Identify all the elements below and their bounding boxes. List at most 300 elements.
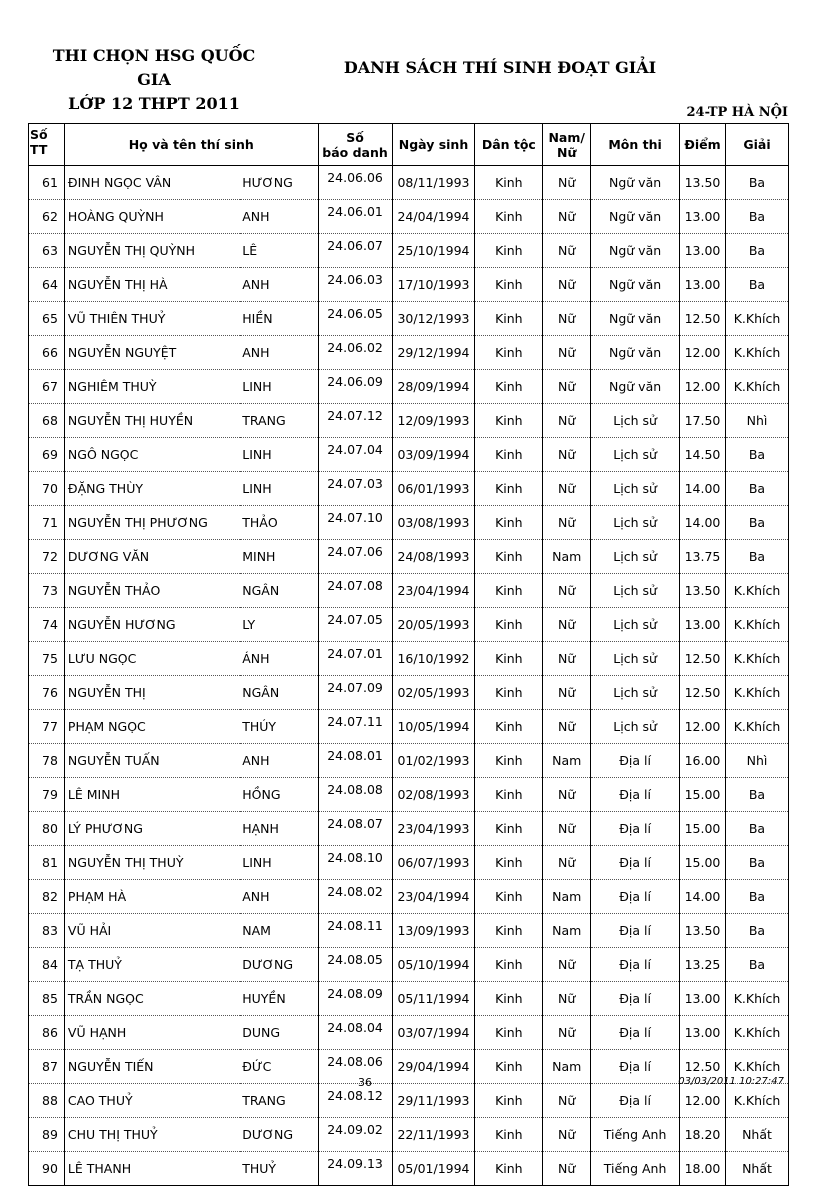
cell-surname: NGUYỄN HƯƠNG [64,608,240,642]
cell-stt: 71 [29,506,65,540]
table-row [29,608,789,642]
cell-sbd: 24.07.09 [318,676,392,710]
cell-sex: Nữ [543,608,591,642]
cell-score: 14.00 [680,472,726,506]
cell-sbd: 24.07.11 [318,710,392,744]
cell-given-name: ANH [240,880,318,914]
cell-ethnic: Kinh [475,370,543,404]
cell-surname: CHU THỊ THUỶ [64,1118,240,1152]
cell-ethnic: Kinh [475,1152,543,1186]
cell-sbd: 24.08.05 [318,948,392,982]
cell-dob: 28/09/1994 [392,370,475,404]
cell-stt: 70 [29,472,65,506]
cell-given-name: THẢO [240,506,318,540]
cell-given-name: DƯƠNG [240,1118,318,1152]
table-row [29,506,789,540]
cell-subject: Địa lí [591,880,680,914]
cell-subject: Địa lí [591,778,680,812]
cell-subject: Địa lí [591,744,680,778]
cell-award: K.Khích [725,302,788,336]
cell-ethnic: Kinh [475,880,543,914]
cell-subject: Ngữ văn [591,336,680,370]
cell-sex: Nữ [543,1118,591,1152]
cell-sbd: 24.06.03 [318,268,392,302]
cell-surname: LÝ PHƯƠNG [64,812,240,846]
cell-sex: Nam [543,1050,591,1084]
cell-award: Ba [725,200,788,234]
cell-subject: Lịch sử [591,710,680,744]
cell-sbd: 24.08.02 [318,880,392,914]
cell-sbd: 24.08.09 [318,982,392,1016]
cell-sex: Nữ [543,302,591,336]
cell-dob: 23/04/1994 [392,574,475,608]
cell-given-name: TRANG [240,404,318,438]
cell-stt: 88 [29,1084,65,1118]
cell-award: Ba [725,506,788,540]
cell-score: 12.00 [680,710,726,744]
cell-ethnic: Kinh [475,812,543,846]
cell-score: 15.00 [680,778,726,812]
cell-sex: Nữ [543,1084,591,1118]
cell-sbd: 24.06.02 [318,336,392,370]
cell-award: K.Khích [725,982,788,1016]
cell-surname: NGUYỄN THỊ THUỲ [64,846,240,880]
cell-subject: Ngữ văn [591,370,680,404]
cell-subject: Lịch sử [591,404,680,438]
table-row [29,812,789,846]
cell-ethnic: Kinh [475,608,543,642]
cell-award: Ba [725,472,788,506]
cell-dob: 25/10/1994 [392,234,475,268]
table-row [29,234,789,268]
cell-surname: VŨ HẢI [64,914,240,948]
cell-ethnic: Kinh [475,200,543,234]
col-header-score: Điểm [680,124,726,166]
cell-sbd: 24.08.07 [318,812,392,846]
cell-surname: NGUYỄN THỊ HUYỀN [64,404,240,438]
cell-subject: Ngữ văn [591,166,680,200]
cell-sbd: 24.09.02 [318,1118,392,1152]
cell-ethnic: Kinh [475,574,543,608]
cell-dob: 05/01/1994 [392,1152,475,1186]
cell-score: 18.20 [680,1118,726,1152]
cell-award: Ba [725,438,788,472]
cell-subject: Địa lí [591,1084,680,1118]
cell-dob: 06/01/1993 [392,472,475,506]
cell-surname: NGUYỄN THỊ QUỲNH [64,234,240,268]
cell-sex: Nam [543,744,591,778]
cell-surname: TẠ THUỶ [64,948,240,982]
cell-surname: DƯƠNG VĂN [64,540,240,574]
cell-score: 15.00 [680,812,726,846]
cell-sex: Nữ [543,1152,591,1186]
cell-score: 12.00 [680,370,726,404]
cell-given-name: LY [240,608,318,642]
cell-given-name: HỒNG [240,778,318,812]
cell-award: K.Khích [725,336,788,370]
cell-dob: 16/10/1992 [392,642,475,676]
cell-award: K.Khích [725,1050,788,1084]
cell-sbd: 24.06.01 [318,200,392,234]
cell-score: 15.00 [680,846,726,880]
cell-sex: Nữ [543,1016,591,1050]
cell-dob: 05/11/1994 [392,982,475,1016]
cell-stt: 78 [29,744,65,778]
cell-surname: HOÀNG QUỲNH [64,200,240,234]
cell-score: 14.00 [680,506,726,540]
cell-ethnic: Kinh [475,948,543,982]
cell-sbd: 24.07.01 [318,642,392,676]
cell-ethnic: Kinh [475,472,543,506]
cell-award: Ba [725,778,788,812]
cell-ethnic: Kinh [475,506,543,540]
cell-score: 13.25 [680,948,726,982]
cell-subject: Lịch sử [591,438,680,472]
cell-sex: Nữ [543,642,591,676]
cell-score: 12.50 [680,302,726,336]
cell-score: 14.50 [680,438,726,472]
cell-surname: ĐẶNG THÙY [64,472,240,506]
cell-score: 13.00 [680,1016,726,1050]
cell-award: K.Khích [725,370,788,404]
cell-subject: Lịch sử [591,506,680,540]
cell-award: K.Khích [725,1084,788,1118]
cell-sbd: 24.06.07 [318,234,392,268]
cell-given-name: DUNG [240,1016,318,1050]
cell-ethnic: Kinh [475,982,543,1016]
cell-given-name: THÚY [240,710,318,744]
cell-sex: Nam [543,540,591,574]
cell-award: Nhì [725,744,788,778]
cell-ethnic: Kinh [475,778,543,812]
cell-stt: 90 [29,1152,65,1186]
cell-sex: Nữ [543,710,591,744]
cell-dob: 13/09/1993 [392,914,475,948]
cell-score: 13.75 [680,540,726,574]
cell-sex: Nam [543,914,591,948]
cell-dob: 30/12/1993 [392,302,475,336]
cell-score: 13.50 [680,914,726,948]
cell-stt: 87 [29,1050,65,1084]
cell-sbd: 24.06.05 [318,302,392,336]
list-title: DANH SÁCH THÍ SINH ĐOẠT GIẢI [343,58,657,77]
cell-sbd: 24.08.01 [318,744,392,778]
cell-dob: 06/07/1993 [392,846,475,880]
cell-award: K.Khích [725,1016,788,1050]
cell-stt: 85 [29,982,65,1016]
cell-ethnic: Kinh [475,710,543,744]
cell-sbd: 24.07.10 [318,506,392,540]
cell-stt: 63 [29,234,65,268]
cell-given-name: LINH [240,438,318,472]
table-row [29,846,789,880]
cell-subject: Địa lí [591,914,680,948]
cell-surname: NGUYỄN NGUYỆT [64,336,240,370]
cell-given-name: THUỶ [240,1152,318,1186]
cell-stt: 82 [29,880,65,914]
cell-sbd: 24.06.06 [318,166,392,200]
cell-dob: 17/10/1993 [392,268,475,302]
cell-subject: Tiếng Anh [591,1152,680,1186]
cell-award: K.Khích [725,710,788,744]
cell-dob: 02/08/1993 [392,778,475,812]
cell-sex: Nữ [543,166,591,200]
cell-given-name: ANH [240,336,318,370]
cell-sex: Nữ [543,200,591,234]
document-header-left [34,44,274,116]
region-label: 24-TP HÀ NỘI [686,105,788,120]
cell-sex: Nữ [543,574,591,608]
cell-score: 12.50 [680,642,726,676]
col-header-stt: Số TT [29,124,65,166]
col-header-sbd: Số báo danh [318,124,392,166]
cell-surname: VŨ THIÊN THUỶ [64,302,240,336]
table-row [29,744,789,778]
cell-sbd: 24.08.08 [318,778,392,812]
cell-sex: Nữ [543,506,591,540]
cell-ethnic: Kinh [475,438,543,472]
cell-dob: 02/05/1993 [392,676,475,710]
cell-given-name: ANH [240,744,318,778]
cell-score: 13.00 [680,234,726,268]
cell-surname: NGUYỄN THỊ [64,676,240,710]
cell-given-name: NAM [240,914,318,948]
cell-sex: Nữ [543,778,591,812]
cell-sex: Nữ [543,438,591,472]
col-header-subject: Môn thi [591,124,680,166]
cell-given-name: LINH [240,846,318,880]
exam-grade-year: LỚP 12 THPT 2011 [68,94,240,113]
cell-subject: Địa lí [591,846,680,880]
cell-sbd: 24.09.13 [318,1152,392,1186]
table-row [29,880,789,914]
cell-surname: LƯU NGỌC [64,642,240,676]
table-row [29,710,789,744]
cell-stt: 76 [29,676,65,710]
cell-given-name: NGÂN [240,574,318,608]
cell-surname: NGHIÊM THUỲ [64,370,240,404]
cell-surname: NGUYỄN TUẤN [64,744,240,778]
table-row [29,1050,789,1084]
col-header-ethnic: Dân tộc [475,124,543,166]
cell-dob: 29/11/1993 [392,1084,475,1118]
cell-ethnic: Kinh [475,1050,543,1084]
cell-award: Nhất [725,1152,788,1186]
cell-given-name: ÁNH [240,642,318,676]
cell-given-name: ĐỨC [240,1050,318,1084]
cell-sex: Nữ [543,982,591,1016]
table-row [29,540,789,574]
cell-award: Ba [725,166,788,200]
cell-subject: Địa lí [591,1016,680,1050]
cell-score: 12.50 [680,676,726,710]
cell-dob: 23/04/1993 [392,812,475,846]
cell-award: K.Khích [725,642,788,676]
cell-award: Ba [725,948,788,982]
cell-sbd: 24.08.11 [318,914,392,948]
cell-sbd: 24.07.06 [318,540,392,574]
cell-stt: 83 [29,914,65,948]
cell-subject: Địa lí [591,948,680,982]
col-header-name: Họ và tên thí sinh [64,124,318,166]
cell-score: 13.50 [680,574,726,608]
table-row [29,1152,789,1186]
cell-given-name: HƯƠNG [240,166,318,200]
exam-title: THI CHỌN HSG QUỐC GIA [52,46,256,89]
cell-sex: Nữ [543,812,591,846]
cell-stt: 68 [29,404,65,438]
cell-stt: 66 [29,336,65,370]
table-row [29,336,789,370]
cell-subject: Địa lí [591,982,680,1016]
cell-dob: 24/04/1994 [392,200,475,234]
cell-score: 13.00 [680,608,726,642]
cell-sex: Nữ [543,336,591,370]
cell-given-name: LINH [240,472,318,506]
cell-given-name: ANH [240,268,318,302]
cell-dob: 10/05/1994 [392,710,475,744]
table-row [29,404,789,438]
table-row [29,472,789,506]
cell-sex: Nam [543,880,591,914]
cell-subject: Lịch sử [591,608,680,642]
cell-surname: ĐINH NGỌC VÂN [64,166,240,200]
cell-score: 13.50 [680,166,726,200]
cell-stt: 65 [29,302,65,336]
cell-surname: CAO THUỶ [64,1084,240,1118]
cell-ethnic: Kinh [475,336,543,370]
cell-ethnic: Kinh [475,642,543,676]
cell-sbd: 24.08.10 [318,846,392,880]
table-row [29,914,789,948]
cell-stt: 72 [29,540,65,574]
cell-stt: 89 [29,1118,65,1152]
table-row [29,370,789,404]
cell-given-name: HẠNH [240,812,318,846]
cell-surname: NGUYỄN TIẾN [64,1050,240,1084]
cell-stt: 77 [29,710,65,744]
cell-given-name: MINH [240,540,318,574]
cell-ethnic: Kinh [475,1084,543,1118]
cell-subject: Địa lí [591,1050,680,1084]
cell-dob: 29/04/1994 [392,1050,475,1084]
cell-dob: 12/09/1993 [392,404,475,438]
cell-ethnic: Kinh [475,540,543,574]
cell-surname: NGUYỄN THỊ HÀ [64,268,240,302]
cell-stt: 64 [29,268,65,302]
cell-given-name: ANH [240,200,318,234]
table-row [29,642,789,676]
cell-surname: NGÔ NGỌC [64,438,240,472]
cell-given-name: TRANG [240,1084,318,1118]
table-row [29,676,789,710]
cell-surname: LÊ THANH [64,1152,240,1186]
cell-award: K.Khích [725,574,788,608]
cell-dob: 03/09/1994 [392,438,475,472]
cell-score: 18.00 [680,1152,726,1186]
page-number: 36 [358,1076,372,1089]
cell-stt: 84 [29,948,65,982]
cell-surname: VŨ HẠNH [64,1016,240,1050]
cell-surname: NGUYỄN THỊ PHƯƠNG [64,506,240,540]
cell-stt: 86 [29,1016,65,1050]
cell-award: Ba [725,268,788,302]
cell-given-name: LINH [240,370,318,404]
cell-award: Ba [725,812,788,846]
cell-sbd: 24.07.04 [318,438,392,472]
cell-dob: 23/04/1994 [392,880,475,914]
cell-stt: 81 [29,846,65,880]
cell-stt: 79 [29,778,65,812]
cell-score: 12.00 [680,1084,726,1118]
cell-dob: 22/11/1993 [392,1118,475,1152]
cell-sex: Nữ [543,472,591,506]
cell-dob: 20/05/1993 [392,608,475,642]
table-row [29,438,789,472]
cell-stt: 62 [29,200,65,234]
table-row [29,1084,789,1118]
table-row [29,200,789,234]
cell-dob: 01/02/1993 [392,744,475,778]
table-row [29,1016,789,1050]
cell-subject: Ngữ văn [591,268,680,302]
cell-given-name: HUYỀN [240,982,318,1016]
cell-dob: 03/08/1993 [392,506,475,540]
cell-award: K.Khích [725,676,788,710]
cell-given-name: LÊ [240,234,318,268]
cell-given-name: DƯƠNG [240,948,318,982]
cell-stt: 73 [29,574,65,608]
cell-award: Ba [725,880,788,914]
cell-sex: Nữ [543,268,591,302]
cell-subject: Lịch sử [591,540,680,574]
cell-sbd: 24.07.05 [318,608,392,642]
cell-stt: 74 [29,608,65,642]
cell-dob: 05/10/1994 [392,948,475,982]
cell-given-name: HIỀN [240,302,318,336]
cell-ethnic: Kinh [475,1118,543,1152]
cell-sex: Nữ [543,234,591,268]
table-header-row [29,124,789,166]
cell-surname: LÊ MINH [64,778,240,812]
cell-sbd: 24.08.06 [318,1050,392,1084]
cell-sex: Nữ [543,676,591,710]
cell-sbd: 24.08.12 [318,1084,392,1118]
cell-score: 16.00 [680,744,726,778]
cell-subject: Lịch sử [591,676,680,710]
table-row [29,778,789,812]
cell-ethnic: Kinh [475,676,543,710]
cell-ethnic: Kinh [475,914,543,948]
table-row [29,268,789,302]
cell-dob: 24/08/1993 [392,540,475,574]
cell-subject: Địa lí [591,812,680,846]
cell-surname: PHẠM HÀ [64,880,240,914]
cell-dob: 29/12/1994 [392,336,475,370]
table-row [29,574,789,608]
table-row [29,948,789,982]
table-row [29,302,789,336]
cell-dob: 03/07/1994 [392,1016,475,1050]
cell-stt: 61 [29,166,65,200]
col-header-sex: Nam/ Nữ [543,124,591,166]
cell-award: Ba [725,846,788,880]
cell-sbd: 24.07.12 [318,404,392,438]
cell-stt: 69 [29,438,65,472]
cell-subject: Tiếng Anh [591,1118,680,1152]
cell-ethnic: Kinh [475,268,543,302]
cell-sex: Nữ [543,846,591,880]
